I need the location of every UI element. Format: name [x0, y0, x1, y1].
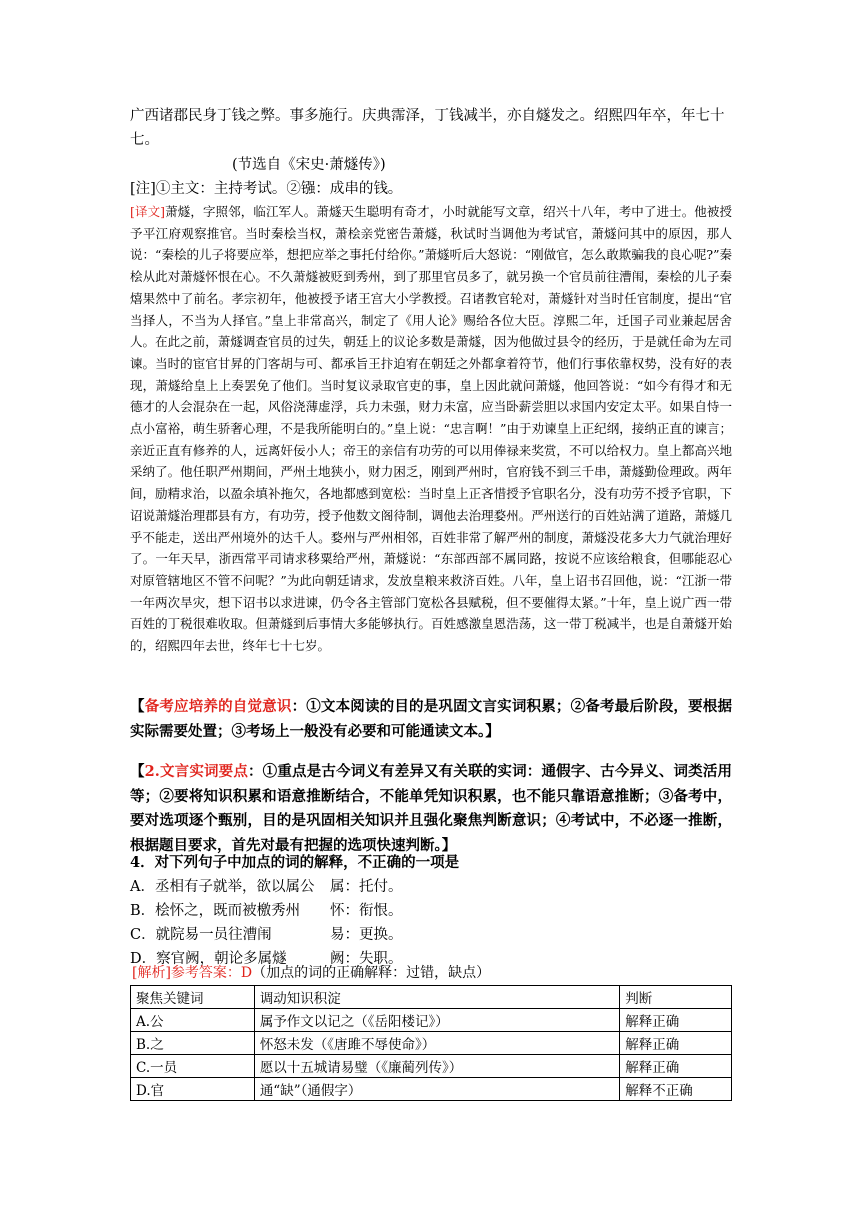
option-gloss: 阙：失职。 — [330, 951, 403, 967]
analysis-table — [130, 985, 732, 1101]
bracket-open: 【 — [130, 698, 145, 715]
table-cell: 解释正确 — [620, 1032, 732, 1055]
translation-text: 萧燧，字照邻，临江军人。萧燧天生聪明有奇才，小时就能写文章，绍兴十八年，考中了进士。他被授予平江府观察推官。当时秦桧当权，萧桧亲党密告萧燧，秋试时当调他为考试官，萧燧问其中的原因，那人说：“秦桧的儿子将要应举，想把应举之事托付给你。”萧燧听后大怒说：“刚做官，怎么敢欺骗我的良心呢?”秦桧从此对萧燧怀恨在心。不久萧燧被贬到秀州，到了那里官员多了，就另换一个官员前往漕闱，秦桧的儿子秦熺果然中了前名。孝宗初年，他被授予诸王宫大小学教授。召诸教官轮对，萧燧针对当时任官制度，提出“官当择人，不当为人择官。”皇上非常高兴，制定了《用人论》赐给各位大臣。淳熙二年，迁国子司业兼起居舍人。在此之前，萧燧调查官员的过失，朝廷上的议论多数是萧燧，因为他做过县令的经历，于是就任命为左司谏。当时的宦官甘昇的门客胡与可、都承旨王抃迫宥在朝廷之外都拿着符节，他们行事依靠权势，没有好的表现，萧燧给皇上上奏罢免了他们。当时复议录取官吏的事，皇上因此就问萧燧，他回答说：“如今有得才和无德才的人会混杂在一起，风俗浇薄虚浮，兵力未强，财力未富，应当卧薪尝胆以求国内安定太平。如果自恃一点小富裕，萌生骄奢心理，不是我所能明白的。”皇上说：“忠言啊！”由于劝谏皇上正纪纲，接纳正直的谏言；亲近正直有修养的人，远离奸佞小人；帝王的亲信有功劳的可以用俸禄来奖赏，不可以给权力。皇上都高兴地采纳了。他任职严州期间，严州土地狭小，财力困乏，刚到严州时，官府钱不到三千串，萧燧勤俭理政。两年间，励精求治，以盈余填补拖欠，各地都感到宽松：当时皇上正吝惜授予官职名分，没有功劳不授予官职，下诏说萧燧治理郡县有方，有功劳，授予他数文阁待制，调他去治理婺州。严州送行的百姓站满了道路，萧燧几乎不能走，送出严州境外的达千人。婺州与严州相邻，百姓非常了解严州的制度，萧燧没花多大力气就治理好了。一年天早，浙西常平司请求移粟给严州，萧燧说：“东部西部不属同路，按说不应该给粮食，但哪能忍心对原管辖地区不管不问呢？”为此向朝廷请求，发放皇粮来救济百姓。八年，皇上诏书召回他，说：“江浙一带一年两次旱灾，想下诏书以求进谏，仍令各主管部门宽松各县赋税，但不要催得太紧。”十年，皇上说广西一带百姓的丁税很难收取。但萧燧到后事情大多能够执行。百姓感激皇恩浩荡，这一带丁税减半，也是自萧燧开始的，绍熙四年去世，终年七十七岁。 — [130, 204, 732, 654]
source-citation: (节选自《宋史·萧燧传》) — [232, 157, 386, 173]
table-cell: C.一员 — [131, 1055, 255, 1078]
table-cell: 愿以十五城请易璧（《廉蔺列传》） — [254, 1055, 619, 1078]
table-cell: 解释不正确 — [620, 1078, 732, 1101]
option-a — [130, 875, 732, 899]
points-text: ：①重点是古今词义有差异又有关联的实词：通假字、古今异义、词类活用等；②要将知识积累和语意推断结合，不能单凭知识积累，也不能只靠语意推断；③备考中，要对选项逐个甄别，目的是巩固相关知识并且强化聚焦判断意识；④考试中，不必逐一推断，根据题目要求，首先对最有把握的选项快速判断。】 — [130, 763, 733, 854]
option-gloss: 属：托付。 — [330, 879, 403, 895]
table-cell: A.公 — [131, 1009, 255, 1032]
question-stem: 4．对下列句子中加点的词的解释，不正确的一项是 — [130, 854, 460, 871]
table-row — [131, 1055, 732, 1078]
annotation-notes: [注]①主文：主持考试。②镪：成串的钱。 — [130, 181, 403, 197]
table-header-row — [131, 986, 732, 1009]
table-row — [131, 1078, 732, 1101]
points-label: 文言实词要点 — [159, 763, 249, 780]
option-sentence: D．察官阙，朝论多属燧 — [130, 951, 287, 967]
points-number: 2. — [144, 763, 160, 780]
bracket-open: 【 — [130, 763, 145, 780]
table-row — [131, 1009, 732, 1032]
awareness-text: ：①文本阅读的目的是巩固文言实词积累；②备考最后阶段，要根据实际需要处置；③考场上一般没有必要和可能通读文本。】 — [130, 698, 732, 740]
awareness-label: 备考应培养的自觉意识 — [144, 698, 292, 715]
table-cell: 怀怒未发（《唐雎不辱使命》） — [254, 1032, 619, 1055]
question-options — [130, 875, 732, 971]
option-sentence: C．就院易一员往漕闱 — [130, 927, 272, 943]
option-gloss: 怀：衔恨。 — [330, 903, 403, 919]
option-b — [130, 899, 732, 923]
answer-label: [解析]参考答案：D — [132, 965, 253, 981]
table-cell: 解释正确 — [620, 1055, 732, 1078]
option-gloss: 易：更换。 — [330, 927, 403, 943]
option-sentence: A．丞相有子就举，欲以属公 — [130, 879, 315, 895]
translation-paragraph — [130, 201, 732, 657]
table-cell: 通“缺”（通假字） — [254, 1078, 619, 1101]
table-cell: 解释正确 — [620, 1009, 732, 1032]
table-header: 判断 — [620, 986, 732, 1009]
top-paragraph: 广西诸郡民身丁钱之弊。事多施行。庆典霈泽，丁钱减半，亦自燧发之。绍熙四年卒，年七十七。 — [130, 108, 725, 148]
table-header: 调动知识积淀 — [254, 986, 619, 1009]
table-header: 聚焦关键词 — [131, 986, 255, 1009]
key-points-note — [130, 760, 732, 858]
table-cell: D.官 — [131, 1078, 255, 1101]
table-cell: 属予作文以记之（《岳阳楼记》） — [254, 1009, 619, 1032]
answer-line — [132, 963, 734, 983]
table-row — [131, 1032, 732, 1055]
awareness-note — [130, 695, 732, 744]
translation-label: [译文] — [130, 204, 166, 219]
answer-text: （加点的词的正确解释：过错，缺点） — [252, 965, 491, 981]
table-cell: B.之 — [131, 1032, 255, 1055]
option-sentence: B．桧怀之，既而被檄秀州 — [130, 903, 301, 919]
option-c — [130, 923, 732, 947]
